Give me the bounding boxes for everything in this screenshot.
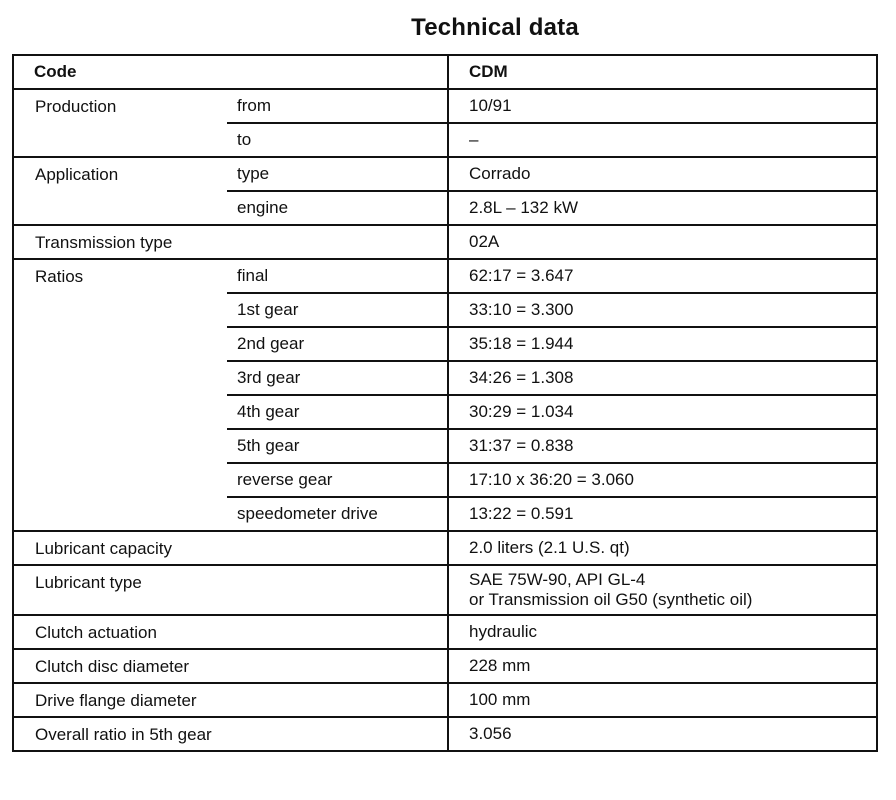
ratio-value: 35:18 = 1.944 (448, 327, 877, 361)
ratio-value: 31:37 = 0.838 (448, 429, 877, 463)
ratio-label: 2nd gear (227, 327, 448, 361)
overall-ratio-value: 3.056 (448, 717, 877, 751)
code-label: Code (34, 62, 77, 81)
table-row-transmission-type (13, 225, 877, 259)
ratio-label: speedometer drive (227, 497, 448, 531)
table-row-clutch-actuation (13, 615, 877, 649)
production-from-value: 10/91 (448, 89, 877, 123)
drive-flange-diameter-value: 100 mm (448, 683, 877, 717)
clutch-actuation-value: hydraulic (448, 615, 877, 649)
ratio-label: reverse gear (227, 463, 448, 497)
production-to-value: – (448, 123, 877, 157)
lubricant-capacity-label: Lubricant capacity (13, 531, 448, 565)
ratio-value: 13:22 = 0.591 (448, 497, 877, 531)
production-label: Production (13, 89, 227, 157)
ratio-label: 1st gear (227, 293, 448, 327)
ratio-label: 5th gear (227, 429, 448, 463)
lubricant-type-line-2: or Transmission oil G50 (synthetic oil) (469, 590, 753, 609)
ratio-label: 4th gear (227, 395, 448, 429)
ratio-value: 62:17 = 3.647 (448, 259, 877, 293)
transmission-type-label: Transmission type (13, 225, 448, 259)
application-engine-label: engine (227, 191, 448, 225)
lubricant-capacity-value: 2.0 liters (2.1 U.S. qt) (448, 531, 877, 565)
ratio-value: 34:26 = 1.308 (448, 361, 877, 395)
clutch-disc-diameter-value: 228 mm (448, 649, 877, 683)
application-type-value: Corrado (448, 157, 877, 191)
table-row-overall-ratio (13, 717, 877, 751)
application-type-label: type (227, 157, 448, 191)
lubricant-type-value (448, 565, 877, 615)
technical-data-table (12, 54, 878, 752)
drive-flange-diameter-label: Drive flange diameter (13, 683, 448, 717)
application-engine-value: 2.8L – 132 kW (448, 191, 877, 225)
table-row-lubricant-capacity (13, 531, 877, 565)
production-to-label: to (227, 123, 448, 157)
table-row-code (13, 55, 877, 89)
ratio-value: 30:29 = 1.034 (448, 395, 877, 429)
ratio-label: final (227, 259, 448, 293)
table-row-lubricant-type (13, 565, 877, 615)
table-row-drive-flange-diameter (13, 683, 877, 717)
lubricant-type-line-1: SAE 75W-90, API GL-4 (469, 570, 646, 589)
transmission-type-value: 02A (448, 225, 877, 259)
ratios-label: Ratios (13, 259, 227, 531)
code-value: CDM (448, 55, 877, 89)
application-label: Application (13, 157, 227, 225)
table-row-production-from (13, 89, 877, 123)
table-row-ratio-final (13, 259, 877, 293)
page-title: Technical data (411, 14, 579, 41)
clutch-actuation-label: Clutch actuation (13, 615, 448, 649)
production-from-label: from (227, 89, 448, 123)
ratio-value: 17:10 x 36:20 = 3.060 (448, 463, 877, 497)
overall-ratio-label: Overall ratio in 5th gear (13, 717, 448, 751)
table-row-clutch-disc-diameter (13, 649, 877, 683)
table-row-application-type (13, 157, 877, 191)
ratio-label: 3rd gear (227, 361, 448, 395)
clutch-disc-diameter-label: Clutch disc diameter (13, 649, 448, 683)
lubricant-type-label: Lubricant type (13, 565, 448, 615)
ratio-value: 33:10 = 3.300 (448, 293, 877, 327)
